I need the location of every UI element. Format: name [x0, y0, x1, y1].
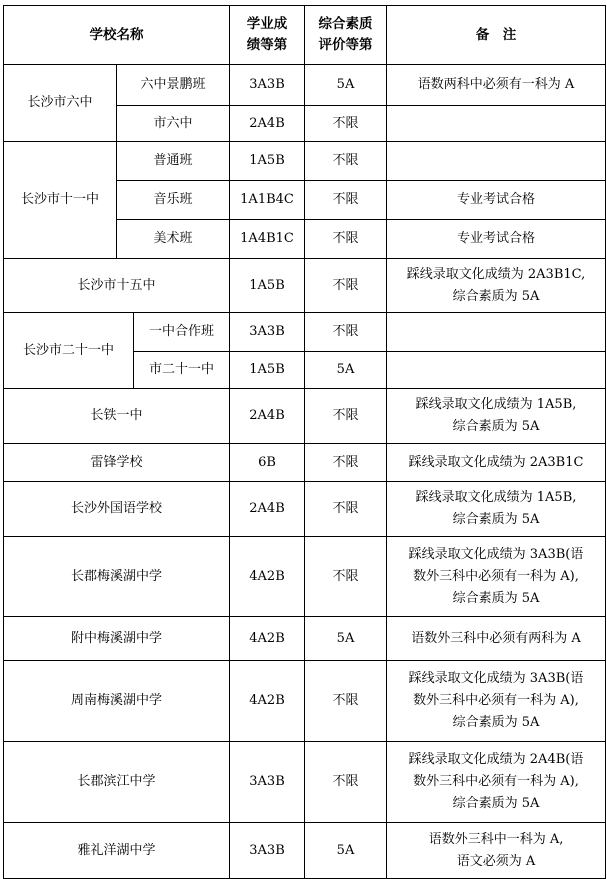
header-school-name: 学校名称 — [4, 6, 230, 65]
remarks-cell: 语数两科中必须有一科为 A — [387, 65, 606, 106]
quality-grade-cell: 5A — [305, 823, 387, 879]
quality-grade-cell: 不限 — [305, 181, 387, 220]
school-name-cell: 雅礼洋湖中学 — [4, 823, 230, 879]
school-name-cell: 长沙外国语学校 — [4, 482, 230, 537]
academic-grade-cell: 4A2B — [230, 537, 305, 617]
remarks-cell: 踩线录取文化成绩为 2A4B(语 数外三科中必须有一科为 A), 综合素质为 5A — [387, 742, 606, 823]
quality-grade-cell: 不限 — [305, 220, 387, 259]
table-row — [4, 142, 606, 181]
school-name-cell: 长郡梅溪湖中学 — [4, 537, 230, 617]
class-name-cell: 市六中 — [117, 106, 230, 142]
academic-grade-cell: 4A2B — [230, 661, 305, 742]
table-row — [4, 389, 606, 444]
school-name-cell: 附中梅溪湖中学 — [4, 617, 230, 661]
table-row — [4, 444, 606, 482]
table-row — [4, 661, 606, 742]
academic-grade-cell: 2A4B — [230, 389, 305, 444]
academic-grade-cell: 1A5B — [230, 142, 305, 181]
school-name-cell: 长沙市十一中 — [4, 142, 117, 259]
academic-grade-cell: 1A5B — [230, 259, 305, 313]
table-row — [4, 482, 606, 537]
school-name-cell: 周南梅溪湖中学 — [4, 661, 230, 742]
remarks-cell: 踩线录取文化成绩为 1A5B, 综合素质为 5A — [387, 389, 606, 444]
class-name-cell: 美术班 — [117, 220, 230, 259]
school-name-cell: 长沙市十五中 — [4, 259, 230, 313]
header-academic-grade: 学业成 绩等第 — [230, 6, 305, 65]
quality-grade-cell: 不限 — [305, 537, 387, 617]
quality-grade-cell: 不限 — [305, 106, 387, 142]
table-row — [4, 823, 606, 879]
quality-grade-cell: 5A — [305, 65, 387, 106]
academic-grade-cell: 4A2B — [230, 617, 305, 661]
academic-grade-cell: 1A1B4C — [230, 181, 305, 220]
academic-grade-cell: 1A5B — [230, 352, 305, 389]
remarks-cell: 专业考试合格 — [387, 181, 606, 220]
academic-grade-cell: 2A4B — [230, 106, 305, 142]
remarks-cell: 踩线录取文化成绩为 2A3B1C, 综合素质为 5A — [387, 259, 606, 313]
quality-grade-cell: 不限 — [305, 389, 387, 444]
header-remarks: 备 注 — [387, 6, 606, 65]
quality-grade-cell: 5A — [305, 352, 387, 389]
quality-grade-cell: 不限 — [305, 444, 387, 482]
header-row — [4, 6, 606, 65]
quality-grade-cell: 不限 — [305, 482, 387, 537]
remarks-cell — [387, 106, 606, 142]
class-name-cell: 市二十一中 — [134, 352, 230, 389]
academic-grade-cell: 2A4B — [230, 482, 305, 537]
remarks-cell: 踩线录取文化成绩为 3A3B(语 数外三科中必须有一科为 A), 综合素质为 5A — [387, 537, 606, 617]
remarks-cell — [387, 352, 606, 389]
quality-grade-cell: 不限 — [305, 259, 387, 313]
school-name-cell: 长沙市二十一中 — [4, 313, 134, 389]
academic-grade-cell: 3A3B — [230, 313, 305, 352]
academic-grade-cell: 3A3B — [230, 742, 305, 823]
school-name-cell: 长铁一中 — [4, 389, 230, 444]
admission-requirements-table — [3, 5, 606, 879]
class-name-cell: 六中景鹏班 — [117, 65, 230, 106]
academic-grade-cell: 3A3B — [230, 65, 305, 106]
quality-grade-cell: 不限 — [305, 142, 387, 181]
academic-grade-cell: 1A4B1C — [230, 220, 305, 259]
table-row — [4, 65, 606, 106]
quality-grade-cell: 不限 — [305, 742, 387, 823]
table-row — [4, 537, 606, 617]
school-name-cell: 长郡滨江中学 — [4, 742, 230, 823]
table-row — [4, 313, 606, 352]
table-row — [4, 259, 606, 313]
class-name-cell: 一中合作班 — [134, 313, 230, 352]
remarks-cell: 语数外三科中必须有两科为 A — [387, 617, 606, 661]
class-name-cell: 普通班 — [117, 142, 230, 181]
remarks-cell: 专业考试合格 — [387, 220, 606, 259]
quality-grade-cell: 5A — [305, 617, 387, 661]
class-name-cell: 音乐班 — [117, 181, 230, 220]
academic-grade-cell: 3A3B — [230, 823, 305, 879]
remarks-cell: 语数外三科中一科为 A, 语文必须为 A — [387, 823, 606, 879]
table-row — [4, 617, 606, 661]
remarks-cell: 踩线录取文化成绩为 3A3B(语 数外三科中必须有一科为 A), 综合素质为 5A — [387, 661, 606, 742]
remarks-cell: 踩线录取文化成绩为 2A3B1C — [387, 444, 606, 482]
table-row — [4, 742, 606, 823]
remarks-cell — [387, 142, 606, 181]
remarks-cell: 踩线录取文化成绩为 1A5B, 综合素质为 5A — [387, 482, 606, 537]
academic-grade-cell: 6B — [230, 444, 305, 482]
school-name-cell: 长沙市六中 — [4, 65, 117, 142]
school-name-cell: 雷锋学校 — [4, 444, 230, 482]
quality-grade-cell: 不限 — [305, 313, 387, 352]
quality-grade-cell: 不限 — [305, 661, 387, 742]
remarks-cell — [387, 313, 606, 352]
header-comprehensive-grade: 综合素质 评价等第 — [305, 6, 387, 65]
